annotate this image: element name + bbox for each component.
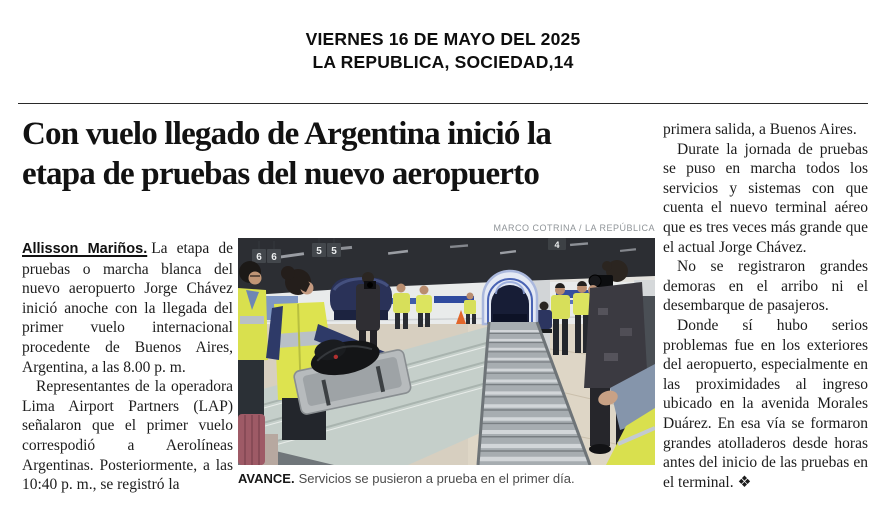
header-rule (18, 103, 868, 104)
carousel-sign-6b: 6 (271, 252, 277, 263)
article-column-right (663, 120, 868, 492)
scanner-tunnel (483, 271, 537, 324)
carousel-sign-4: 4 (554, 240, 560, 250)
masthead (0, 28, 886, 74)
paragraph-1 (22, 239, 233, 377)
paragraph-4: Durate la jornada de pruebas se puso en marcha todos los servicios y sistemas con que cuenta el nuevo terminal aéreo que es tres veces más grande que el actual Jorge Chávez. (663, 140, 868, 256)
author-byline: Allisson Mariños. (22, 241, 148, 257)
paragraph-6: Donde sí hubo serios problemas fue en los exteriores del aeropuerto, especialmente en las proximidades al ingreso ubicado en la avenida Morales Duárez. En esa vía se formaron grandes atolladeros desde horas antes del inicio de las pruebas en el terminal. ❖ (663, 316, 868, 491)
masthead-section: LA REPUBLICA, SOCIEDAD,14 (312, 52, 574, 72)
paragraph-3: primera salida, a Buenos Aires. (663, 121, 857, 138)
masthead-date: VIERNES 16 DE MAYO DEL 2025 (305, 29, 581, 49)
carousel-sign-6a: 6 (256, 252, 262, 263)
article-column-left (22, 239, 233, 495)
headline-line-2: etapa de pruebas del nuevo aeropuerto (22, 156, 540, 192)
paragraph-2: Representantes de la operadora Lima Airport Partners (LAP) señalaron que el primer vuelo correspodió a Aerolíneas Argentinas. Posteriormente, a las 10:40 p. m., se registró la (22, 378, 233, 494)
article-photo (238, 238, 655, 465)
headline-line-1: Con vuelo llegado de Argentina inició la (22, 116, 552, 152)
paragraph-1-text: La etapa de pruebas o marcha blanca del nuevo aeropuerto Jorge Chávez inició anoche con la llegada del primer vuelo internacional procedente de Buenos Aires, Argentina, a las 8.00 p. m. (22, 240, 233, 376)
caption-text: Servicios se pusieron a prueba en el primer día. (298, 471, 575, 486)
airport-baggage-photo-illustration (238, 238, 655, 465)
carousel-sign-5b: 5 (331, 246, 337, 257)
photo-caption (238, 471, 655, 487)
photo-credit: MARCO COTRINA / LA REPÚBLICA (493, 223, 655, 233)
article-headline (22, 114, 662, 194)
paragraph-5: No se registraron grandes demoras en el arribo ni el desembarque de pasajeros. (663, 258, 868, 315)
carousel-sign-5a: 5 (316, 246, 322, 257)
caption-label: AVANCE. (238, 471, 295, 486)
